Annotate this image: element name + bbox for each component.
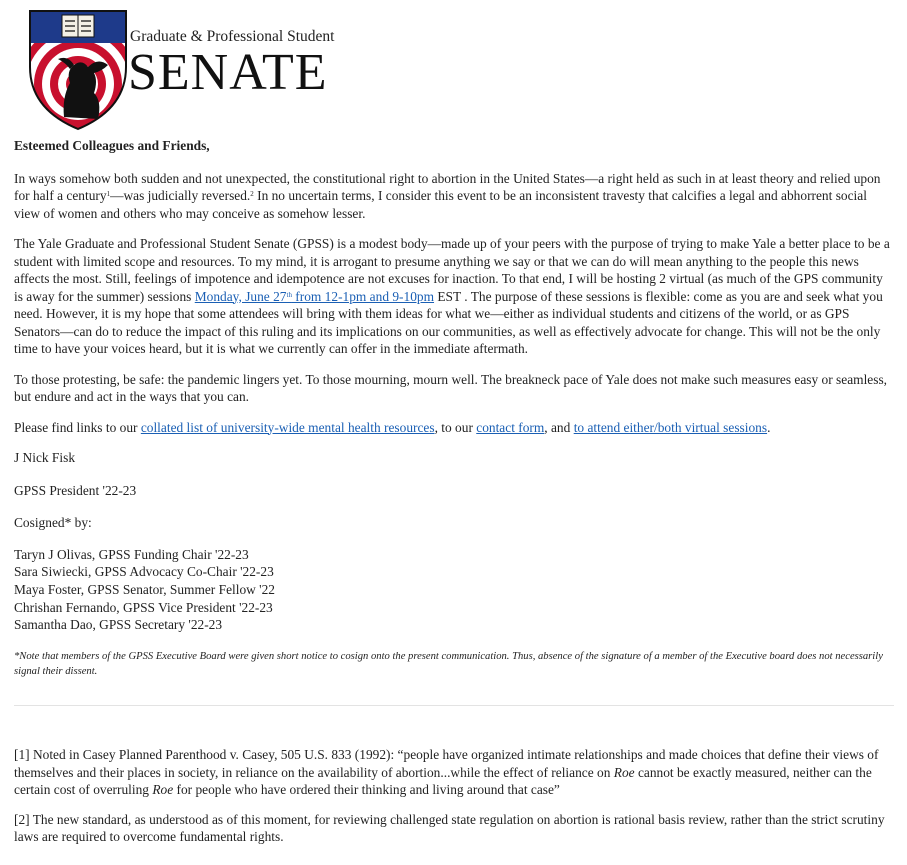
logo-subtitle: Graduate & Professional Student [130,28,335,45]
session-time-link[interactable] [195,289,434,304]
cosigner: Chrishan Fernando, GPSS Vice President '22-23 [14,599,273,615]
footnote-2: [2] The new standard, as understood as of this moment, for reviewing challenged state regulation on abortion is rational basis review, rather than the strict scrutiny laws are required to overcome fundamental rights. [14,811,885,845]
cosigner-list [14,546,894,635]
footnote-ref-1[interactable]: 1 [106,190,111,198]
paragraph-text: —was judicially reversed. [110,188,251,203]
signature-block [14,449,894,679]
cosigner: Taryn J Olivas, GPSS Funding Chair '22-23 [14,546,249,562]
paragraph-sessions [14,235,894,358]
paragraph-protesting: To those protesting, be safe: the pandemic lingers yet. To those mourning, mourn well. The breakneck pace of Yale does not make such measures easy or seamless, but endure and act in the ways that you can. [14,371,887,404]
footnote-text: for people who have ordered their thinking and living around that case” [173,782,560,798]
paragraph-text: The Yale Graduate and Professional Student Senate (GPSS) is a modest body—made up of your peers with the purpose of trying to make Yale a better place to be a student with limited scope and resources. To my mind, it is arrogant to presume anything we say or that we can do will mean anything to the people this news affects the most. Still, feelings of impotence and idempotence are not excuses for inaction. To that end, I will be hosting 2 virtual (as much of the GPS community is away for the summer) sessions [14,236,890,304]
footnote-ref-2[interactable]: 2 [250,190,254,198]
paragraph-links [14,419,894,437]
paragraph-text: In ways somehow both sudden and not unexpected, the constitutional right to abortion in the United States—a right held as such in at least theory and relied upon for half a century [14,170,881,203]
case-name: Roe [613,764,635,780]
cosigner: Sara Siwiecki, GPSS Advocacy Co-Chair '22-23 [14,564,274,580]
greeting: Esteemed Colleagues and Friends, [14,138,210,153]
contact-form-link[interactable]: contact form [476,419,545,435]
link-sup[interactable]: th [286,290,292,299]
senate-shield-icon [28,9,128,131]
cosigner: Samantha Dao, GPSS Secretary '22-23 [14,617,223,633]
link-text[interactable]: Monday, June 27 [194,288,287,304]
paragraph-text: , to our [434,419,477,435]
cosigner: Maya Foster, GPSS Senator, Summer Fellow '22 [14,581,275,597]
paragraph-text: , and [544,419,574,435]
footnote-text: cannot be exactly measured, neither can the certain cost of overruling [14,764,872,798]
paragraph-intro [14,170,894,223]
signer-role: GPSS President '22-23 [14,482,137,498]
paragraph-text: In no uncertain terms, I consider this event to be an inconsistent travesty that calcifies a legal and abhorrent social view of women and others who may conceive as somehow lesser. [14,188,867,221]
letter-body [14,137,894,858]
footnote-text: [1] Noted in Casey Planned Parenthood v. Casey, 505 U.S. 833 (1992): “people have organized intimate relationships and made choices that define their views of themselves and their places in society, in reliance on the availability of abortion...while the effect of reliance on [14,747,879,780]
cosigned-label: Cosigned* by: [14,515,92,530]
logo-title: SENATE [128,44,328,101]
case-name: Roe [152,782,174,798]
mental-health-resources-link[interactable]: collated list of university-wide mental health resources [140,419,435,435]
footnote-1 [14,746,894,799]
gpss-logo [28,9,338,131]
cosign-note: *Note that members of the GPSS Executive Board were given short notice to cosign onto the present communication. Thus, absence of the signature of a member of the Executive board does not necessarily signal their dissent. [14,651,883,678]
paragraph-text: Please find links to our [14,419,141,435]
link-text[interactable]: from 12-1pm and 9-10pm [291,288,435,304]
footnote-divider [14,705,894,706]
virtual-sessions-link[interactable]: to attend either/both virtual sessions [573,419,768,435]
footnotes [14,746,894,846]
signer-name: J Nick Fisk [14,450,76,465]
paragraph-text: . [767,419,771,435]
paragraph-text: EST . The purpose of these sessions is flexible: come as you are and seek what you need. However, it is my hope that some attendees will bring with them ideas for what we—either as individual students and citizens of the world, or as GPS Senators—can do to reduce the impact of this ruling and its implications on our communities, as well as effectively advocate for change. This will not be the only time to have your voices heard, but it is what we currently can offer in the immediate aftermath. [14,288,883,356]
